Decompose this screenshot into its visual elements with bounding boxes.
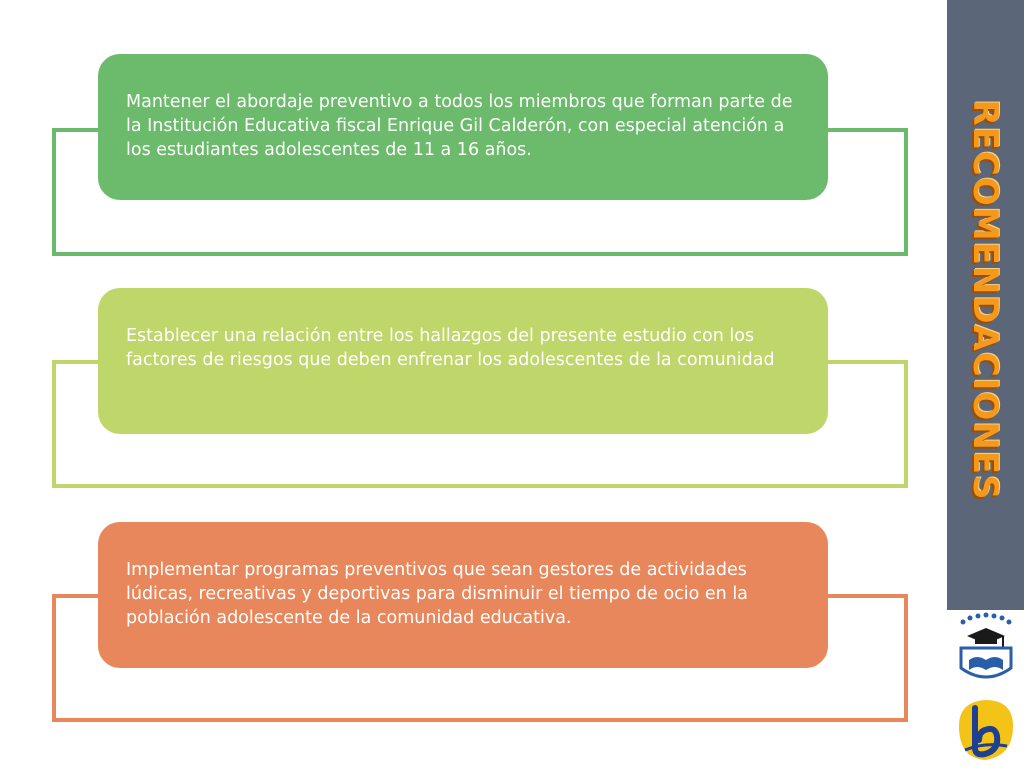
recommendation-2-card xyxy=(98,288,828,434)
school-crest-icon xyxy=(955,612,1017,684)
recommendation-2-text: Establecer una relación entre los hallazgos del presente estudio con los factores de riesgos que deben enfrenar los adolescentes de la comunidad xyxy=(126,326,775,370)
recommendation-3-card xyxy=(98,522,828,668)
sidebar-title: RECOMENDACIONES xyxy=(965,99,1005,501)
recommendation-1-card xyxy=(98,54,828,200)
recommendation-3-text: Implementar programas preventivos que sean gestores de actividades lúdicas, recreativas y deportivas para disminuir el tiempo de ocio en la población adolescente de la comunidad educativa. xyxy=(126,560,748,628)
university-logo-icon xyxy=(955,696,1017,764)
recommendation-1-text: Mantener el abordaje preventivo a todos los miembros que forman parte de la Institución Educativa fiscal Enrique Gil Calderón, con especial atención a los estudiantes adolescentes de 11 a 16 años. xyxy=(126,92,793,160)
